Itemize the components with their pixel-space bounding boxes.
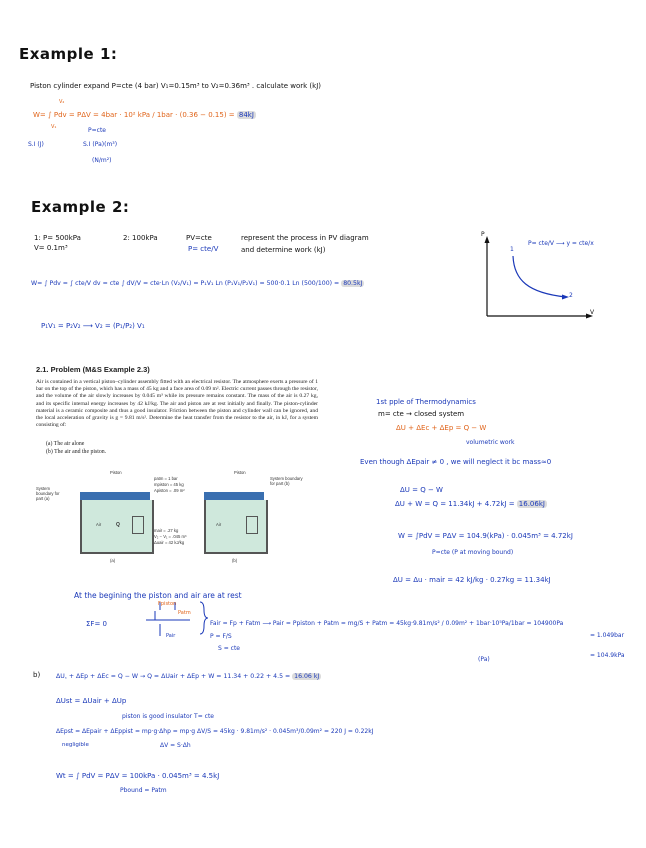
example-2-result: 80.5kJ <box>343 280 363 287</box>
insulator-note: piston is good insulator T= cte <box>122 713 214 720</box>
boundary-pressure-atm-note: Pbound = Patm <box>120 787 167 794</box>
piston-b <box>204 492 264 500</box>
part-b-equation: ΔU꜀ + ΔEp + ΔEc = Q − W → Q = ΔUair + ΔEp + W = 11.34 + 0.22 + 4.5 = <box>56 673 291 680</box>
air-label-a: Air <box>96 522 102 527</box>
pair-label: Pair <box>166 633 176 639</box>
piston-label-a: Piston <box>110 470 122 475</box>
part-b-energy-balance <box>56 671 321 680</box>
part-b-label: b) <box>33 671 41 679</box>
process-relation: PV=cte <box>186 234 212 242</box>
energy-balance-a-1: ΔU = Q − W <box>400 486 443 494</box>
du-label: Δuair = 42 kJ/kg <box>154 540 185 545</box>
example-2-task-line-2: and determine work (kJ) <box>241 246 326 254</box>
si-units-nm2-note: (N/m²) <box>92 157 112 164</box>
problem-heading: 2.1. Problem (M&S Example 2.3) <box>36 365 150 374</box>
pv-state-2-label: 2 <box>569 292 573 299</box>
pv-axis-v-label: V <box>590 309 595 316</box>
si-units-pa-note: S.I (Pa)(m³) <box>83 141 118 148</box>
rest-statement: At the begining the piston and air are at rest <box>74 591 242 600</box>
potential-energy-change: ΔEpst = ΔEpair + ΔEppist = mp·g·Δhp = mp·g ΔV/S = 45kg · 9.81m/s² · 0.045m³/0.09m² = 220 J = 0.22kJ <box>56 728 374 735</box>
apiston-label: Apiston = .09 m² <box>154 488 185 493</box>
neglect-pe-note: Even though ΔEpair ≠ 0 , we will neglect it bc mass≈0 <box>360 458 552 466</box>
first-law-heading: 1st pple of Thermodynamics <box>376 398 476 406</box>
resistor-b-icon <box>246 516 258 534</box>
pressure-in-kpa: = 104.9kPa <box>590 652 625 659</box>
pa-unit-note: (Pa) <box>478 656 490 663</box>
state-1-volume: V= 0.1m³ <box>34 244 68 252</box>
volumetric-work-note: volumetric work <box>466 439 515 446</box>
boundary-work-a: W = ∫PdV = PΔV = 104.9(kPa) · 0.045m³ = 4.72kJ <box>398 532 573 540</box>
system-internal-energy: ΔUst = ΔUair + ΔUp <box>56 697 127 705</box>
piston-label-b: Piston <box>234 470 246 475</box>
y-axis-arrow-icon <box>485 236 490 243</box>
heat-transfer-a-result: 16.06kJ <box>518 500 545 508</box>
part-b-result: 16.06 kJ <box>294 673 320 680</box>
example-1-title: Example 1: <box>19 45 118 63</box>
process-direction-arrow-icon <box>562 295 569 300</box>
pv-curve-equation: P= cte/V ⟶ y = cte/x <box>528 240 594 247</box>
pressure-relation: P= cte/V <box>188 245 219 253</box>
state-1-pressure: 1: P= 500kPa <box>34 234 81 242</box>
piston-a <box>80 492 150 500</box>
pv-axis-p-label: P <box>481 231 485 238</box>
closed-system-note: m= cte → closed system <box>378 410 465 418</box>
cylinder-b <box>204 500 268 554</box>
example-2-title: Example 2: <box>31 198 130 216</box>
integral-lower-limit: V₁ <box>51 124 57 130</box>
resistor-a-icon <box>132 516 144 534</box>
energy-balance-a-2 <box>395 500 547 508</box>
problem-part-b: (b) The air and the piston. <box>46 449 107 455</box>
dv-label: V₂ − V₁ = .045 m³ <box>154 534 187 539</box>
air-label-b: Air <box>216 522 222 527</box>
q-label-a: Q <box>116 522 120 528</box>
boundary-pressure-note: P=cte (P at moving bound) <box>432 549 514 556</box>
problem-statement: Air is contained in a vertical piston–cylinder assembly fitted with an electrical resistor. The atmosphere exerts a pressure of 1 bar on the top of the piston, which has a mass of 45 kg and a face area of 0.09 m². Electric current passes through the resistor, and the volume of the air slowly increases by 0.045 m³ while its pressure remains constant. The mass of the air is 0.27 kg, and its specific internal energy increases by 42 kJ/kg. The air and piston are at rest initially and finally. The piston-cylinder material is a ceramic composite and thus a good insulator. Friction between the piston and cylinder wall can be ignored, and the local acceleration of gravity is g = 9.81 m/s². Determine the heat transfer from the resistor to the air, in kJ, for a system consisting of: <box>36 379 318 429</box>
figure-part-a <box>70 470 190 570</box>
pressure-constant-note: P=cte <box>88 127 106 134</box>
heat-transfer-a-equation: ΔU + W = Q = 11.34kJ + 4.72kJ = <box>395 500 515 508</box>
mpiston-label: mpiston = 45 kg <box>154 482 184 487</box>
part-b-work: Wt = ∫ PdV = PΔV = 100kPa · 0.045m³ = 4.5kJ <box>56 772 220 780</box>
sum-forces: ΣF= 0 <box>86 620 107 628</box>
example-1-statement: Piston cylinder expand P=cte (4 bar) V₁=0.15m³ to V₂=0.36m³ . calculate work (kJ) <box>30 82 321 90</box>
si-units-note: S.I (J) <box>28 141 44 148</box>
system-boundary-b-label: System boundary for part (b) <box>270 476 303 486</box>
figure-b-caption: (b) <box>232 558 238 563</box>
fpiston-label: Fpiston <box>158 601 177 607</box>
problem-part-a: (a) The air alone <box>46 441 85 447</box>
integral-upper-limit: V₂ <box>59 99 65 105</box>
volume-change-note: ΔV = S·Δh <box>160 742 191 749</box>
area-constant-note: S = cte <box>218 645 240 652</box>
state-2-pressure: 2: 100kPa <box>123 234 158 242</box>
force-brace <box>200 602 208 634</box>
volume-ratio-equation: P₁V₁ = P₂V₂ ⟶ V₂ = (P₁/P₂) V₁ <box>41 322 145 330</box>
pv-process-curve <box>513 256 566 297</box>
mair-label: mair = .27 kg <box>154 528 179 533</box>
force-balance-equation: Fair = Fp + Fatm ⟶ Pair = Ppiston + Patm = mg/S + Patm = 45kg·9.81m/s² / 0.09m² + 1bar·10⁵Pa/1bar = 104900Pa <box>210 620 564 627</box>
work-equation-text: W= ∫ Pdv = PΔV = 4bar · 10² kPa / 1bar · (0.36 − 0.15) = <box>33 111 235 119</box>
example-2-task-line-1: represent the process in PV diagram <box>241 234 369 242</box>
negligible-note: negligible <box>62 742 89 748</box>
pressure-in-bar: = 1.049bar <box>590 632 625 639</box>
system-boundary-a-label: System boundary for part (a) <box>36 486 60 501</box>
work-derivation-text: W= ∫ Pdv = ∫ cte/V dv = cte ∫ dV/V = cte·Ln (V₂/V₁) = P₁V₁ Ln (P₁V₁/P₂V₁) = 500·0.1 Ln (500/100) = <box>31 280 340 287</box>
internal-energy-change: ΔU = Δu · mair = 42 kJ/kg · 0.27kg = 11.34kJ <box>393 576 551 584</box>
figure-a-caption: (a) <box>110 558 116 563</box>
patm-label: Patm <box>178 610 191 616</box>
example-1-result: 84kJ <box>238 111 254 119</box>
pressure-definition: P = F/S <box>210 633 232 640</box>
figure-part-b <box>198 470 308 570</box>
patm-label: patm = 1 bar <box>154 476 178 481</box>
pv-state-1-label: 1 <box>510 246 514 253</box>
first-law-equation: ΔU + ΔEc + ΔEp = Q − W <box>396 424 487 432</box>
